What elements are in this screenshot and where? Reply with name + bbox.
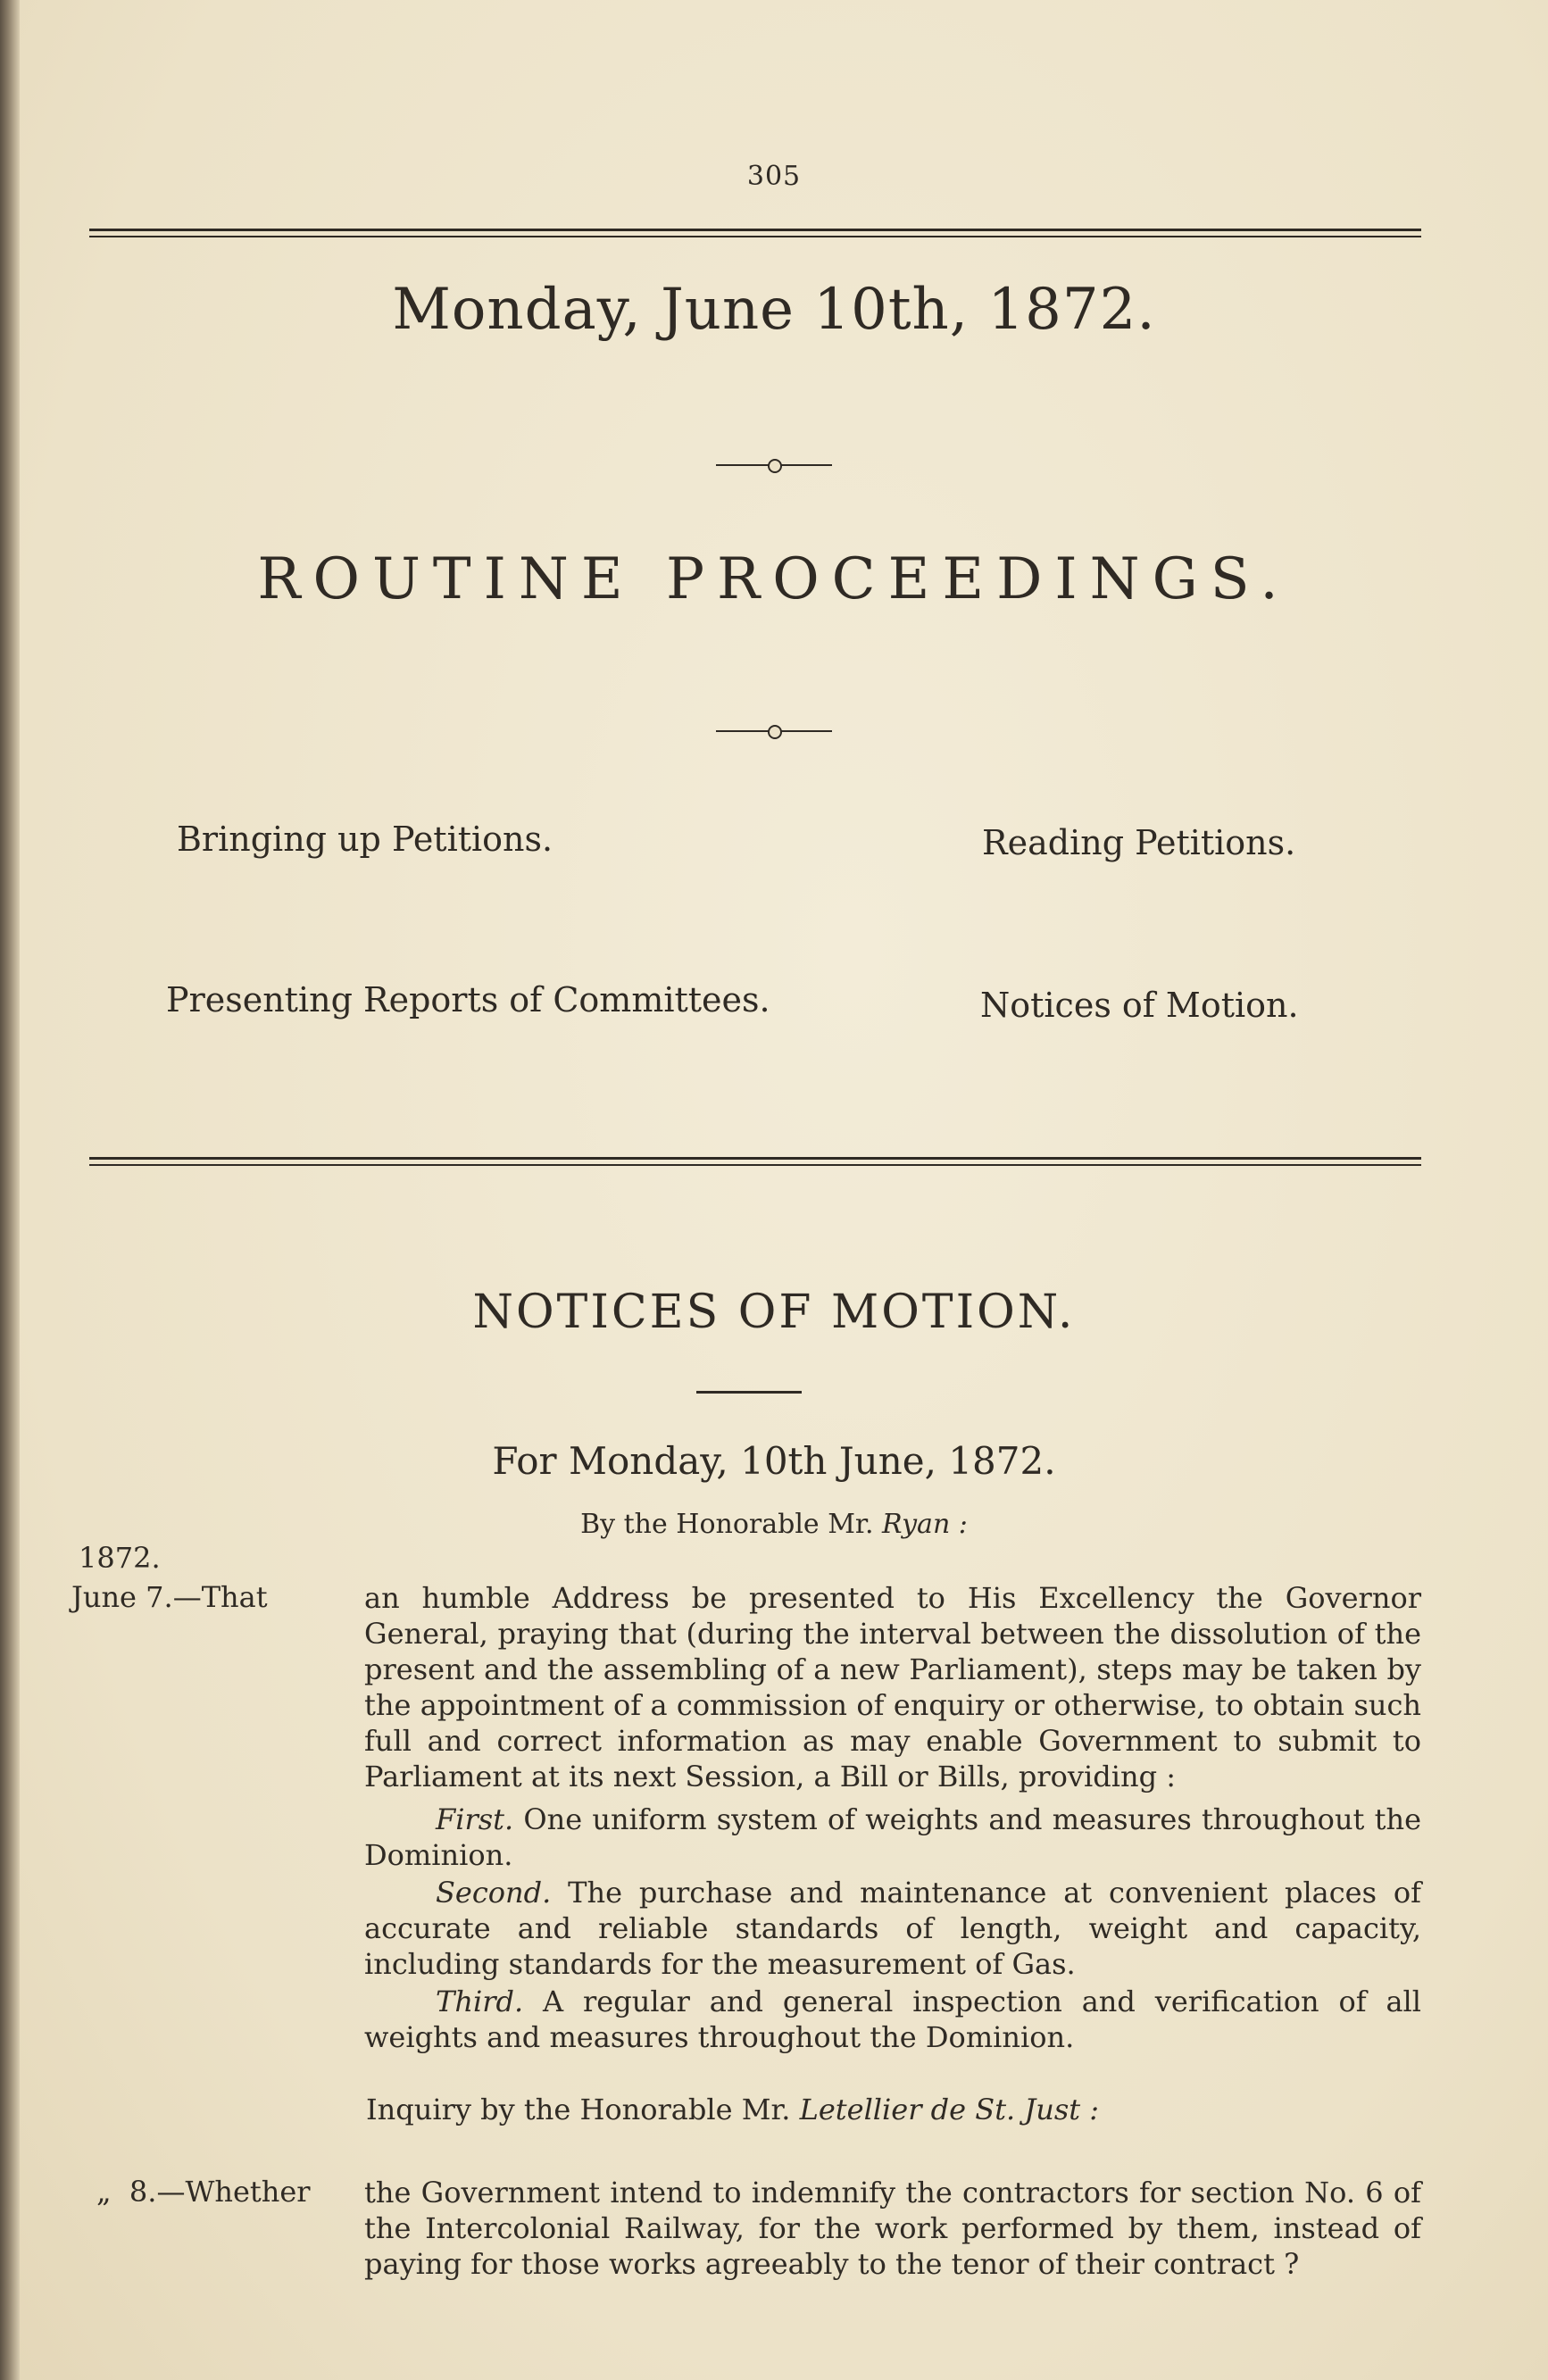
by-member-name: Ryan : xyxy=(882,1509,968,1540)
point-text: The purchase and maintenance at convenient places of accurate and reliable standards of length, weight and capacity, including standards for the measurement of Gas. xyxy=(364,1876,1422,1981)
motion-point-third xyxy=(364,1984,1421,2055)
routine-item-presenting-reports: Presenting Reports of Committees. xyxy=(166,980,770,1019)
motion-text: an humble Address be presented to His Excellency the Governor General, praying that (during the interval between the dissolution of the present and the assembling of a new Parliament), steps may be taken by the appointment of a commission of enquiry or otherwise, to obtain such full and correct information as may enable Government to submit to Parliament at its next Session, a Bill or Bills, providing : xyxy=(364,1581,1421,1793)
motion-paragraph xyxy=(364,1580,1421,1794)
double-rule-top xyxy=(89,229,1421,237)
page-number: 305 xyxy=(746,161,802,192)
inquiry-member-name: Letellier de St. Just : xyxy=(799,2093,1100,2126)
inquiry-text: the Government intend to indemnify the contractors for section No. 6 of the Intercolonial Railway, for the work performed by them, instead of paying for those works agreeably to the tenor of their contract ? xyxy=(364,2176,1421,2281)
routine-item-bringing-up-petitions: Bringing up Petitions. xyxy=(177,820,553,859)
point-text: One uniform system of weights and measures throughout the Dominion. xyxy=(364,1802,1422,1872)
inquiry-paragraph xyxy=(364,2175,1421,2282)
book-spine-shadow xyxy=(0,0,20,2380)
motion-point-second xyxy=(364,1875,1421,1982)
routine-proceedings-title: ROUTINE PROCEEDINGS. xyxy=(257,546,1291,612)
routine-item-notices-of-motion: Notices of Motion. xyxy=(980,986,1299,1025)
margin-year: 1872. xyxy=(79,1541,161,1575)
point-label: First. xyxy=(436,1802,514,1836)
point-text: A regular and general inspection and verification of all weights and measures throughout the Dominion. xyxy=(364,1985,1422,2054)
motion-point-first xyxy=(364,1802,1421,1873)
date-heading: Monday, June 10th, 1872. xyxy=(392,277,1156,343)
inquiry-prefix: Inquiry by the Honorable Mr. xyxy=(366,2093,791,2126)
by-prefix: By the Honorable Mr. xyxy=(580,1509,874,1540)
ornament-divider xyxy=(0,721,1548,738)
margin-motion-date: June 7.—That xyxy=(71,1580,268,1614)
routine-item-reading-petitions: Reading Petitions. xyxy=(982,823,1296,862)
ornament-divider xyxy=(0,455,1548,472)
inquiry-line xyxy=(366,2093,1099,2126)
notices-of-motion-title: NOTICES OF MOTION. xyxy=(472,1286,1076,1339)
short-divider xyxy=(696,1391,802,1394)
by-honorable-line xyxy=(0,1509,1548,1540)
double-rule-middle xyxy=(89,1157,1421,1166)
point-label: Third. xyxy=(436,1985,524,2018)
notices-for-date: For Monday, 10th June, 1872. xyxy=(492,1439,1056,1483)
point-label: Second. xyxy=(436,1876,552,1910)
margin-ditto-mark: „ 8.—Whether xyxy=(96,2175,311,2209)
